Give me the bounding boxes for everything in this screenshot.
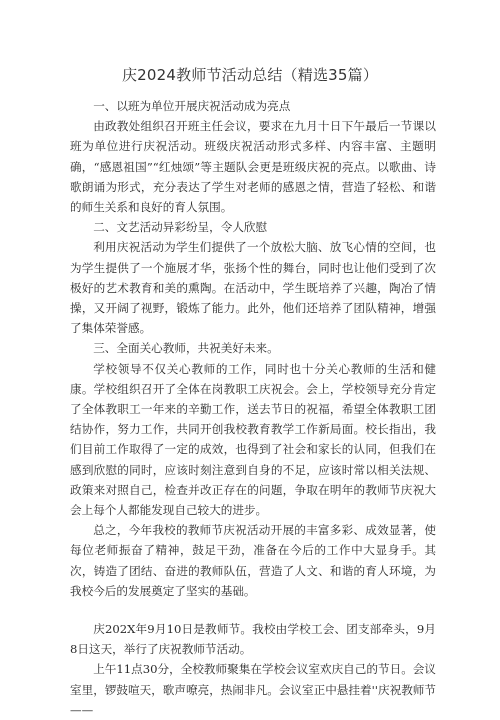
paragraph: 学校领导不仅关心教师的工作，同时也十分关心教师的生活和健康。学校组织召开了全体在岗教职工庆祝会。会上，学校领导充分肯定了全体教职工一年来的辛勤工作，送去节日的祝福，希望全体教职工团结协作，努力工作，共同开创我校教育教学工作新局面。校长指出，我们目前工作取得了一定的成效，也得到了社会和家长的认同，但我们在感到欣慰的同时，应该时刻注意到自身的不足，应该时常以相关法规、政策来对照自己，检查并改正存在的问题，争取在明年的教师节庆祝大会上每个人都能发现自己较大的进步。 xyxy=(70,361,436,518)
section-heading-1: 一、以班为单位开展庆祝活动成为亮点 xyxy=(93,99,291,113)
paragraph: 上午11点30分，全校教师聚集在学校会议室欢庆自己的节日。会议室里，锣鼓喧天，歌声嘹亮，热闹非凡。会议室正中悬挂着''庆祝教师节—— xyxy=(70,662,436,717)
paragraph: 总之，今年我校的教师节庆祝活动开展的丰富多彩、成效显著，使每位老师振奋了精神，鼓足干劲，准备在今后的工作中大显身手。其次，铸造了团结、奋进的教师队伍，营造了人文、和谐的育人环境，为我校今后的发展奠定了坚实的基础。 xyxy=(70,523,436,598)
document-body xyxy=(70,96,436,720)
section-heading-3: 三、全面关心教师，共祝美好未来。 xyxy=(93,341,279,356)
document-title: 庆2024教师节活动总结（精选35篇） xyxy=(121,66,379,84)
paragraph: 利用庆祝活动为学生们提供了一个放松大脑、放飞心情的空间，也为学生提供了一个施展才华，张扬个性的舞台，同时也让他们受到了次极好的艺术教育和美的熏陶。在活动中，学生既培养了兴趣，陶冶了情操，又开阔了视野，锻炼了能力。此外，他们还培养了团队精神，增强了集体荣誉感。 xyxy=(70,240,436,336)
section-heading-2: 二、文艺活动异彩纷呈，令人欣慰 xyxy=(93,220,268,235)
paragraph: 庆202X年9月10日是教师节。我校由学校工会、团支部牵头，9月8日这天，举行了庆祝教师节活动。 xyxy=(70,622,436,657)
paragraph: 由政教处组织召开班主任会议，要求在九月十日下午最后一节课以班为单位进行庆祝活动。班级庆祝活动形式多样、内容丰富、主题明确，“感恩祖国”“红烛颂”等主题队会更是班级庆祝的亮点。以歌曲、诗歌朗诵为形式，充分表达了学生对老师的感恩之情，营造了轻松、和谐的师生关系和良好的育人氛围。 xyxy=(70,119,436,215)
